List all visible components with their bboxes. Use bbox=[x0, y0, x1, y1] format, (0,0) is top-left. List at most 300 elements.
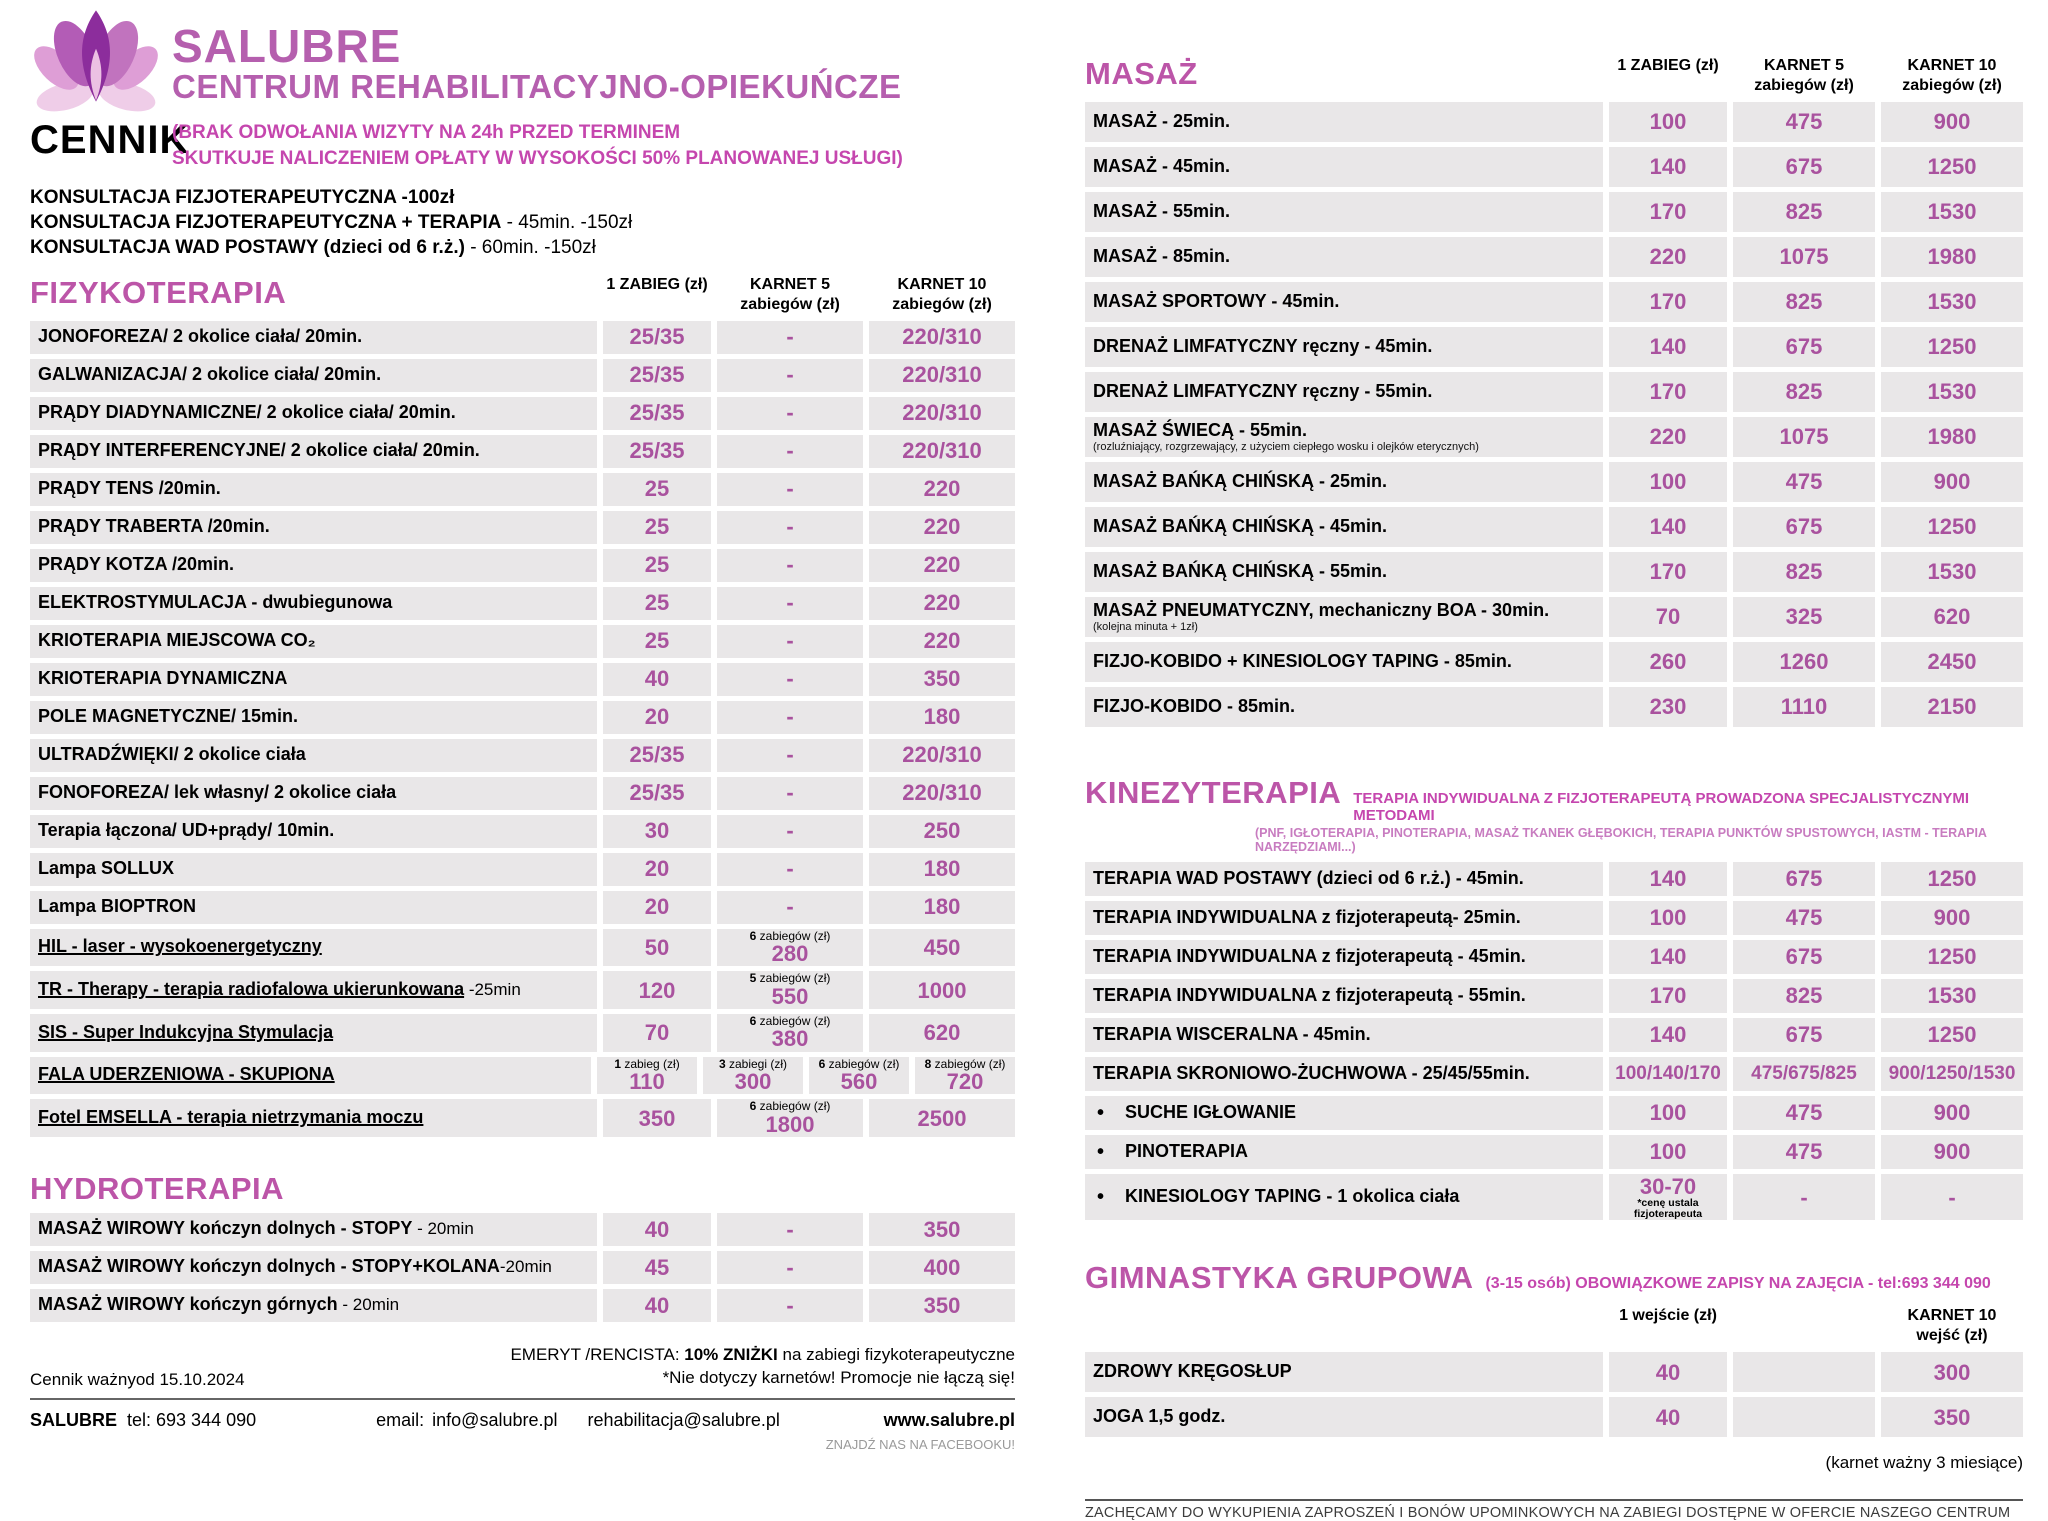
price-value: 140 bbox=[1649, 866, 1687, 892]
price-value: 380 bbox=[771, 1026, 809, 1052]
price-cell bbox=[603, 815, 711, 848]
price-value: 140 bbox=[1649, 334, 1687, 360]
row-label: PRĄDY DIADYNAMICZNE/ 2 okolice ciała/ 20min. bbox=[30, 397, 597, 430]
price-value: 675 bbox=[1785, 1022, 1823, 1048]
price-value: 25 bbox=[644, 628, 670, 654]
price-value: 100 bbox=[1649, 1139, 1687, 1165]
price-value: - bbox=[1948, 1184, 1956, 1210]
price-cell bbox=[717, 971, 863, 1009]
price-cell bbox=[1881, 597, 2023, 637]
price-cell bbox=[869, 625, 1015, 658]
column-header-empty bbox=[1733, 1306, 1875, 1346]
table-row bbox=[30, 701, 1015, 734]
price-cell bbox=[869, 1213, 1015, 1246]
row-label: KRIOTERAPIA MIEJSCOWA CO₂ bbox=[30, 625, 597, 658]
consultation-item bbox=[30, 235, 1015, 260]
section-kinezyterapia bbox=[1085, 775, 2023, 1220]
price-cell bbox=[1733, 642, 1875, 682]
price-cell bbox=[717, 663, 863, 696]
karnet-count-note: 6 zabiegów (zł) bbox=[818, 1056, 900, 1071]
row-label: TERAPIA INDYWIDUALNA z fizjoterapeutą - 55min. bbox=[1085, 979, 1603, 1013]
price-cell bbox=[869, 701, 1015, 734]
masaz-table bbox=[1085, 102, 2023, 727]
lotus-logo-icon bbox=[30, 8, 162, 116]
price-cell bbox=[1881, 147, 2023, 187]
price-value: 350 bbox=[638, 1105, 676, 1131]
price-value: 2500 bbox=[917, 1105, 967, 1131]
price-value: 1075 bbox=[1779, 244, 1829, 270]
row-label: MASAŻ BAŃKĄ CHIŃSKĄ - 45min. bbox=[1085, 507, 1603, 547]
price-cell bbox=[1733, 862, 1875, 896]
table-row bbox=[1085, 147, 2023, 187]
row-label: MASAŻ BAŃKĄ CHIŃSKĄ - 25min. bbox=[1085, 462, 1603, 502]
table-row bbox=[30, 1057, 1015, 1095]
price-value: 230 bbox=[1649, 694, 1687, 720]
price-cell bbox=[603, 663, 711, 696]
karnet-validity-note: (karnet ważny 3 miesiące) bbox=[1825, 1453, 2023, 1473]
price-cell bbox=[1733, 417, 1875, 457]
price-cell bbox=[717, 777, 863, 810]
price-value: 25 bbox=[644, 590, 670, 616]
price-cell bbox=[1609, 1135, 1727, 1169]
kinezyterapia-table bbox=[1085, 862, 2023, 1220]
column-header-karnet-10-wejsc: KARNET 10 wejść (zł) bbox=[1907, 1307, 1997, 1345]
price-cell bbox=[1881, 1096, 2023, 1130]
price-value: 140 bbox=[1649, 154, 1687, 180]
price-cell bbox=[1881, 507, 2023, 547]
price-value: 1250 bbox=[1927, 514, 1977, 540]
table-row bbox=[1085, 372, 2023, 412]
price-value: 20 bbox=[644, 894, 670, 920]
price-value: - bbox=[786, 514, 794, 540]
price-cell bbox=[869, 739, 1015, 772]
price-cell bbox=[869, 929, 1015, 967]
price-cell bbox=[1609, 1018, 1727, 1052]
section-title-hydroterapia: HYDROTERAPIA bbox=[30, 1170, 285, 1206]
table-row bbox=[30, 1251, 1015, 1284]
row-note: (rozluźniający, rozgrzewający, z użyciem ciepłego wosku i olejków eterycznych) bbox=[1093, 440, 1479, 453]
consultation-detail: - 60min. -150zł bbox=[464, 237, 596, 259]
section-title-gimnastyka: GIMNASTYKA GRUPOWA bbox=[1085, 1260, 1474, 1296]
price-value: 325 bbox=[1785, 604, 1823, 630]
price-value: 350 bbox=[923, 1292, 961, 1318]
row-label: TERAPIA INDYWIDUALNA z fizjoterapeutą - 45min. bbox=[1085, 940, 1603, 974]
price-value: 220 bbox=[923, 590, 961, 616]
row-label: KRIOTERAPIA DYNAMICZNA bbox=[30, 663, 597, 696]
price-cell bbox=[1881, 1174, 2023, 1220]
consultation-detail: -100zł bbox=[396, 187, 455, 209]
column-header-1-zabieg: 1 ZABIEG (zł) bbox=[1617, 57, 1719, 74]
table-row bbox=[1085, 940, 2023, 974]
price-value: 675 bbox=[1785, 866, 1823, 892]
price-value: 170 bbox=[1649, 983, 1687, 1009]
row-label: Lampa SOLLUX bbox=[30, 853, 597, 886]
row-label: MASAŻ WIROWY kończyn dolnych - STOPY+KOLANA-20min bbox=[30, 1251, 597, 1284]
price-value: 1800 bbox=[765, 1111, 815, 1137]
karnet-count-note: 8 zabiegów (zł) bbox=[924, 1056, 1006, 1071]
price-value: 25/35 bbox=[629, 780, 685, 806]
table-row bbox=[30, 321, 1015, 354]
price-cell bbox=[717, 1251, 863, 1284]
table-row bbox=[30, 359, 1015, 392]
table-row bbox=[1085, 462, 2023, 502]
consultation-detail: - 45min. -150zł bbox=[501, 212, 633, 234]
karnet-count-note: 3 zabiegi (zł) bbox=[718, 1056, 788, 1071]
price-cell bbox=[717, 929, 863, 967]
price-cell bbox=[717, 435, 863, 468]
price-cell bbox=[717, 359, 863, 392]
table-row bbox=[30, 1289, 1015, 1322]
table-row bbox=[30, 625, 1015, 658]
row-label: PRĄDY TRABERTA /20min. bbox=[30, 511, 597, 544]
price-value: - bbox=[786, 362, 794, 388]
price-value: 1110 bbox=[1780, 694, 1828, 720]
price-value: 2150 bbox=[1927, 694, 1977, 720]
row-label: Terapia łączona/ UD+prądy/ 10min. bbox=[30, 815, 597, 848]
row-note: (kolejna minuta + 1zł) bbox=[1093, 620, 1198, 633]
table-row bbox=[30, 777, 1015, 810]
table-row bbox=[1085, 862, 2023, 896]
price-cell bbox=[1609, 597, 1727, 637]
table-row bbox=[1085, 327, 2023, 367]
price-cell bbox=[869, 321, 1015, 354]
price-cell bbox=[1733, 462, 1875, 502]
price-value: 475/675/825 bbox=[1751, 1063, 1857, 1085]
price-cell bbox=[603, 971, 711, 1009]
table-row bbox=[30, 853, 1015, 886]
table-row bbox=[1085, 1397, 2023, 1437]
price-value: 620 bbox=[1933, 604, 1971, 630]
price-value: 220/310 bbox=[902, 400, 982, 426]
price-value: 1000 bbox=[917, 977, 967, 1003]
section-masaz bbox=[1085, 56, 2023, 727]
section-fizykoterapia bbox=[30, 275, 1015, 1137]
price-cell bbox=[1609, 372, 1727, 412]
price-cell bbox=[603, 435, 711, 468]
price-cell bbox=[1609, 687, 1727, 727]
price-cell bbox=[717, 1099, 863, 1137]
price-value: - bbox=[786, 704, 794, 730]
price-value: 825 bbox=[1785, 559, 1823, 585]
email-label: email: bbox=[376, 1409, 425, 1430]
price-value: 1250 bbox=[1927, 334, 1977, 360]
price-value: 170 bbox=[1649, 289, 1687, 315]
price-value: 675 bbox=[1785, 944, 1823, 970]
price-cell bbox=[603, 1251, 711, 1284]
brand-header bbox=[30, 0, 1015, 116]
table-row bbox=[30, 663, 1015, 696]
price-value: 40 bbox=[644, 1216, 670, 1242]
price-value: 1980 bbox=[1927, 244, 1977, 270]
price-value: 825 bbox=[1785, 289, 1823, 315]
price-value: - bbox=[786, 1216, 794, 1242]
price-cell bbox=[717, 511, 863, 544]
section-gimnastyka bbox=[1085, 1260, 2023, 1473]
price-value: 45 bbox=[644, 1254, 670, 1280]
table-row bbox=[1085, 1174, 2023, 1220]
price-value: 20 bbox=[644, 704, 670, 730]
right-footer bbox=[1085, 1499, 2023, 1521]
row-label: MASAŻ BAŃKĄ CHIŃSKĄ - 55min. bbox=[1085, 552, 1603, 592]
price-cell bbox=[1733, 1057, 1875, 1091]
price-value: 1075 bbox=[1779, 424, 1829, 450]
gimnastyka-side-note: (3-15 osób) OBOWIĄZKOWE ZAPISY NA ZAJĘCIA - tel:693 344 090 bbox=[1485, 1275, 1991, 1293]
price-value: 180 bbox=[923, 856, 961, 882]
price-cell bbox=[869, 1289, 1015, 1322]
table-row bbox=[30, 435, 1015, 468]
table-row bbox=[1085, 507, 2023, 547]
price-cell bbox=[717, 549, 863, 582]
price-value: 180 bbox=[923, 894, 961, 920]
price-footnote: *cenę ustala fizjoterapeuta bbox=[1633, 1197, 1703, 1220]
table-row bbox=[30, 891, 1015, 924]
table-row bbox=[1085, 979, 2023, 1013]
price-cell bbox=[603, 587, 711, 620]
price-value: 220/310 bbox=[902, 324, 982, 350]
price-value: 475 bbox=[1785, 1100, 1823, 1126]
price-value: 100/140/170 bbox=[1615, 1063, 1721, 1085]
price-value: 70 bbox=[1655, 604, 1681, 630]
karnet-count-note: 6 zabiegów (zł) bbox=[749, 1013, 831, 1028]
price-value: 140 bbox=[1649, 1022, 1687, 1048]
contact-row bbox=[30, 1410, 1015, 1431]
karnet-count-note: 6 zabiegów (zł) bbox=[749, 928, 831, 943]
price-cell bbox=[717, 739, 863, 772]
price-value: 40 bbox=[644, 1292, 670, 1318]
price-value: - bbox=[786, 894, 794, 920]
price-value: 220 bbox=[923, 552, 961, 578]
row-label: MASAŻ - 55min. bbox=[1085, 192, 1603, 232]
warning-line-1: (BRAK ODWOŁANIA WIZYTY NA 24h PRZED TERMINEM bbox=[172, 122, 681, 143]
price-cell bbox=[603, 1213, 711, 1246]
price-cell bbox=[717, 1289, 863, 1322]
row-label: PRĄDY INTERFERENCYJNE/ 2 okolice ciała/ 20min. bbox=[30, 435, 597, 468]
price-value: 1530 bbox=[1927, 379, 1977, 405]
price-value: 170 bbox=[1649, 199, 1687, 225]
price-value: 250 bbox=[923, 818, 961, 844]
price-value: 220 bbox=[1649, 244, 1687, 270]
row-label: JOGA 1,5 godz. bbox=[1085, 1397, 1603, 1437]
brand-text bbox=[172, 22, 902, 105]
row-label: • SUCHE IGŁOWANIE bbox=[1085, 1096, 1603, 1130]
table-row bbox=[1085, 1135, 2023, 1169]
price-value: 70 bbox=[644, 1020, 670, 1046]
row-label: DRENAŻ LIMFATYCZNY ręczny - 55min. bbox=[1085, 372, 1603, 412]
table-row bbox=[1085, 687, 2023, 727]
price-value: 560 bbox=[840, 1069, 878, 1095]
price-value: 30 bbox=[644, 818, 670, 844]
price-cell bbox=[1733, 597, 1875, 637]
kinezyterapia-side-note: TERAPIA INDYWIDUALNA Z FIZJOTERAPEUTĄ PROWADZONA SPECJALISTYCZNYMI METODAMI bbox=[1353, 790, 1970, 824]
consultation-label: KONSULTACJA FIZJOTERAPEUTYCZNA bbox=[30, 187, 397, 209]
row-label: DRENAŻ LIMFATYCZNY ręczny - 45min. bbox=[1085, 327, 1603, 367]
price-value: - bbox=[786, 780, 794, 806]
consultation-label: KONSULTACJA WAD POSTAWY (dzieci od 6 r.ż.) bbox=[30, 237, 465, 259]
price-cell bbox=[1881, 102, 2023, 142]
price-cell bbox=[1881, 1018, 2023, 1052]
price-cell bbox=[603, 701, 711, 734]
row-label: ELEKTROSTYMULACJA - dwubiegunowa bbox=[30, 587, 597, 620]
price-value: 40 bbox=[1655, 1404, 1681, 1430]
price-value: 675 bbox=[1785, 334, 1823, 360]
price-cell bbox=[603, 1014, 711, 1052]
price-cell bbox=[1609, 1352, 1727, 1392]
price-cell bbox=[1733, 1096, 1875, 1130]
price-value: 1530 bbox=[1927, 983, 1977, 1009]
section-title-kinezyterapia: KINEZYTERAPIA bbox=[1085, 775, 1342, 810]
discount-note: EMERYT /RENCISTA: 10% ZNIŻKI na zabiegi fizykoterapeutyczne *Nie dotyczy karnetów! Promocje nie łączą się! bbox=[510, 1344, 1015, 1387]
website-url: www.salubre.pl bbox=[883, 1409, 1015, 1430]
price-cell bbox=[1609, 1057, 1727, 1091]
table-row bbox=[30, 1099, 1015, 1137]
phone-number: tel: 693 344 090 bbox=[127, 1409, 257, 1430]
price-cell bbox=[869, 1251, 1015, 1284]
row-label: MASAŻ WIROWY kończyn górnych - 20min bbox=[30, 1289, 597, 1322]
price-cell bbox=[1881, 940, 2023, 974]
price-cell bbox=[1733, 507, 1875, 547]
price-value: 25/35 bbox=[629, 400, 685, 426]
price-cell bbox=[869, 511, 1015, 544]
price-value: 350 bbox=[1933, 1404, 1971, 1430]
price-cell bbox=[1881, 282, 2023, 322]
price-cell bbox=[1733, 1397, 1875, 1437]
price-value: 720 bbox=[946, 1069, 984, 1095]
page-title: CENNIK bbox=[30, 118, 190, 162]
table-row bbox=[1085, 1018, 2023, 1052]
row-label: JONOFOREZA/ 2 okolice ciała/ 20min. bbox=[30, 321, 597, 354]
row-label: MASAŻ ŚWIECĄ - 55min. (rozluźniający, rozgrzewający, z użyciem ciepłego wosku i olejków eterycznych) bbox=[1085, 417, 1603, 457]
table-row bbox=[30, 549, 1015, 582]
price-cell bbox=[603, 549, 711, 582]
warning-line-2: SKUTKUJE NALICZENIEM OPŁATY W WYSOKOŚCI 50% PLANOWANEJ USŁUGI) bbox=[172, 147, 903, 169]
price-value: 620 bbox=[923, 1020, 961, 1046]
price-value: - bbox=[1800, 1184, 1808, 1210]
price-value: 180 bbox=[923, 704, 961, 730]
price-cell bbox=[603, 929, 711, 967]
email-address-rehabilitacja: rehabilitacja@salubre.pl bbox=[587, 1409, 780, 1430]
row-label: Fotel EMSELLA - terapia nietrzymania moczu bbox=[30, 1099, 597, 1137]
price-value: 50 bbox=[644, 934, 670, 960]
price-cell bbox=[1733, 940, 1875, 974]
price-cell bbox=[915, 1057, 1015, 1095]
table-row bbox=[30, 739, 1015, 772]
left-column bbox=[30, 0, 1015, 1452]
price-value: - bbox=[786, 438, 794, 464]
row-label: TERAPIA WISCERALNA - 45min. bbox=[1085, 1018, 1603, 1052]
price-cell bbox=[869, 1099, 1015, 1137]
price-value: 220 bbox=[923, 514, 961, 540]
price-cell bbox=[717, 473, 863, 506]
price-value: 25/35 bbox=[629, 438, 685, 464]
price-cell bbox=[869, 853, 1015, 886]
price-value: - bbox=[786, 476, 794, 502]
price-value: 475 bbox=[1785, 905, 1823, 931]
price-cell bbox=[1881, 901, 2023, 935]
price-value: - bbox=[786, 742, 794, 768]
price-cell bbox=[869, 891, 1015, 924]
price-cell bbox=[1881, 372, 2023, 412]
price-value: 2450 bbox=[1927, 649, 1977, 675]
row-label: PRĄDY KOTZA /20min. bbox=[30, 549, 597, 582]
price-value: 25 bbox=[644, 552, 670, 578]
price-value: - bbox=[786, 856, 794, 882]
table-row bbox=[1085, 552, 2023, 592]
column-header-1-wejscie: 1 wejście (zł) bbox=[1619, 1307, 1717, 1325]
price-cell bbox=[717, 1014, 863, 1052]
price-cell bbox=[717, 891, 863, 924]
table-row bbox=[30, 397, 1015, 430]
price-cell bbox=[603, 891, 711, 924]
row-label: • PINOTERAPIA bbox=[1085, 1135, 1603, 1169]
price-value: 100 bbox=[1649, 905, 1687, 931]
price-cell bbox=[1733, 1352, 1875, 1392]
row-label: MASAŻ - 45min. bbox=[1085, 147, 1603, 187]
price-cell bbox=[1733, 147, 1875, 187]
brand-name: SALUBRE bbox=[172, 20, 402, 72]
row-label: MASAŻ PNEUMATYCZNY, mechaniczny BOA - 30min. (kolejna minuta + 1zł) bbox=[1085, 597, 1603, 637]
price-value: 1530 bbox=[1927, 559, 1977, 585]
price-value: 1260 bbox=[1779, 649, 1829, 675]
price-value: 1980 bbox=[1927, 424, 1977, 450]
price-cell bbox=[1733, 192, 1875, 232]
price-cell bbox=[1733, 687, 1875, 727]
right-column bbox=[1085, 0, 2023, 1521]
price-value: 100 bbox=[1649, 469, 1687, 495]
karnet-count-note: 6 zabiegów (zł) bbox=[749, 1099, 831, 1114]
row-label: Lampa BIOPTRON bbox=[30, 891, 597, 924]
price-value: 1250 bbox=[1927, 866, 1977, 892]
price-cell bbox=[1609, 237, 1727, 277]
price-value: - bbox=[786, 590, 794, 616]
price-cell bbox=[1609, 507, 1727, 547]
table-row bbox=[1085, 1096, 2023, 1130]
column-header-1-zabieg: 1 ZABIEG (zł) bbox=[606, 275, 708, 293]
row-label: MASAŻ - 25min. bbox=[1085, 102, 1603, 142]
price-value: - bbox=[786, 628, 794, 654]
price-cell bbox=[1881, 1352, 2023, 1392]
price-value: 40 bbox=[1655, 1359, 1681, 1385]
gimnastyka-table bbox=[1085, 1352, 2023, 1437]
table-row bbox=[1085, 597, 2023, 637]
price-value: - bbox=[786, 552, 794, 578]
price-value: 220 bbox=[923, 628, 961, 654]
fizykoterapia-table bbox=[30, 321, 1015, 1137]
row-label: TERAPIA WAD POSTAWY (dzieci od 6 r.ż.) - 45min. bbox=[1085, 862, 1603, 896]
price-cell bbox=[1733, 1135, 1875, 1169]
price-value: 1250 bbox=[1927, 154, 1977, 180]
table-row bbox=[30, 815, 1015, 848]
row-label: TERAPIA SKRONIOWO-ŻUCHWOWA - 25/45/55min. bbox=[1085, 1057, 1603, 1091]
price-value: - bbox=[786, 818, 794, 844]
price-value: 170 bbox=[1649, 379, 1687, 405]
price-value: 825 bbox=[1785, 379, 1823, 405]
cennik-row bbox=[30, 118, 1015, 171]
price-value: 140 bbox=[1649, 514, 1687, 540]
footer-divider bbox=[30, 1398, 1015, 1400]
price-cell bbox=[1733, 282, 1875, 322]
row-label: ZDROWY KRĘGOSŁUP bbox=[1085, 1352, 1603, 1392]
price-value: 30-70 bbox=[1639, 1174, 1697, 1199]
price-cell bbox=[1609, 552, 1727, 592]
row-label: FIZJO-KOBIDO + KINESIOLOGY TAPING - 85min. bbox=[1085, 642, 1603, 682]
row-label: TR - Therapy - terapia radiofalowa ukierunkowana -25min bbox=[30, 971, 597, 1009]
row-label: HIL - laser - wysokoenergetyczny bbox=[30, 929, 597, 967]
price-cell bbox=[717, 853, 863, 886]
price-cell bbox=[603, 473, 711, 506]
price-value: 900 bbox=[1933, 905, 1971, 931]
column-header-karnet-10: KARNET 10 zabiegów (zł) bbox=[892, 275, 992, 313]
email-address-info: info@salubre.pl bbox=[432, 1409, 558, 1430]
